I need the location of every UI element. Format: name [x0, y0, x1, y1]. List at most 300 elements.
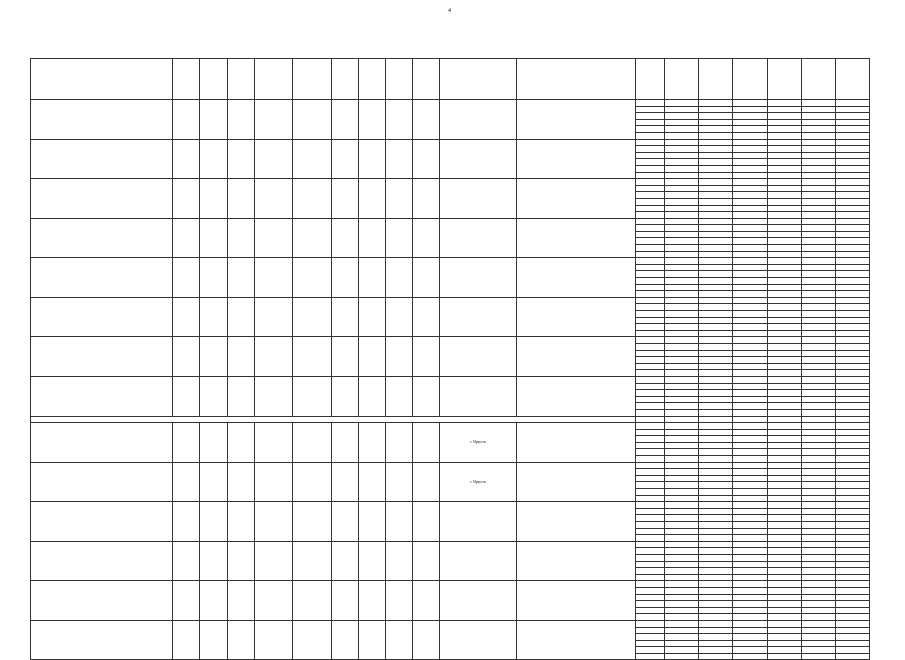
- customer-cell: [516, 297, 635, 337]
- funding-value-cell: [665, 383, 699, 390]
- page-number: 4: [448, 8, 451, 14]
- funding-value-cell: [835, 383, 869, 390]
- table-row: [31, 179, 870, 186]
- funding-value-cell: [801, 132, 835, 139]
- funding-value-cell: [733, 522, 767, 529]
- funding-value-cell: [767, 508, 801, 515]
- funding-source-cell: [635, 179, 664, 186]
- funding-value-cell: [767, 192, 801, 199]
- funding-source-cell: [635, 146, 664, 153]
- funding-source-cell: [635, 515, 664, 522]
- funding-value-cell: [665, 291, 699, 298]
- data-cell: [359, 581, 386, 621]
- funding-value-cell: [801, 436, 835, 443]
- data-cell: [359, 541, 386, 581]
- funding-value-cell: [699, 317, 733, 324]
- funding-value-cell: [733, 172, 767, 179]
- funding-value-cell: [733, 396, 767, 403]
- funding-value-cell: [665, 640, 699, 647]
- funding-value-cell: [665, 231, 699, 238]
- funding-value-cell: [699, 482, 733, 489]
- funding-value-cell: [767, 594, 801, 601]
- funding-value-cell: [767, 515, 801, 522]
- data-cell: [332, 541, 359, 581]
- funding-value-cell: [835, 634, 869, 641]
- funding-value-cell: [767, 383, 801, 390]
- column-header: [635, 59, 664, 100]
- data-cell: [413, 423, 440, 463]
- column-header: [386, 59, 413, 100]
- funding-source-cell: [635, 185, 664, 192]
- funding-value-cell: [835, 594, 869, 601]
- funding-value-cell: [835, 587, 869, 594]
- funding-value-cell: [767, 139, 801, 146]
- funding-value-cell: [733, 264, 767, 271]
- data-cell: [254, 297, 293, 337]
- funding-value-cell: [767, 304, 801, 311]
- data-cell: [200, 337, 227, 377]
- funding-value-cell: [665, 634, 699, 641]
- data-cell: [413, 139, 440, 179]
- funding-source-cell: [635, 429, 664, 436]
- funding-value-cell: [665, 205, 699, 212]
- funding-value-cell: [835, 409, 869, 416]
- funding-value-cell: [767, 495, 801, 502]
- data-cell: [359, 337, 386, 377]
- funding-source-cell: [635, 634, 664, 641]
- funding-value-cell: [767, 541, 801, 548]
- funding-value-cell: [767, 271, 801, 278]
- funding-value-cell: [767, 218, 801, 225]
- funding-value-cell: [665, 554, 699, 561]
- funding-value-cell: [665, 653, 699, 660]
- funding-value-cell: [665, 311, 699, 318]
- funding-value-cell: [767, 146, 801, 153]
- funding-source-cell: [635, 284, 664, 291]
- funding-value-cell: [733, 291, 767, 298]
- data-cell: [332, 297, 359, 337]
- funding-source-cell: [635, 475, 664, 482]
- funding-value-cell: [801, 311, 835, 318]
- object-name-cell: [31, 620, 173, 660]
- column-header: [516, 59, 635, 100]
- funding-value-cell: [801, 456, 835, 463]
- funding-value-cell: [767, 522, 801, 529]
- funding-value-cell: [767, 212, 801, 219]
- data-cell: [359, 376, 386, 416]
- funding-value-cell: [767, 297, 801, 304]
- funding-value-cell: [733, 165, 767, 172]
- funding-value-cell: [767, 132, 801, 139]
- funding-value-cell: [733, 311, 767, 318]
- data-cell: [332, 218, 359, 258]
- funding-value-cell: [733, 238, 767, 245]
- funding-value-cell: [835, 278, 869, 285]
- data-cell: [227, 100, 254, 140]
- data-cell: [293, 620, 332, 660]
- funding-value-cell: [767, 198, 801, 205]
- funding-value-cell: [835, 343, 869, 350]
- funding-value-cell: [801, 554, 835, 561]
- funding-value-cell: [665, 495, 699, 502]
- funding-value-cell: [665, 568, 699, 575]
- funding-value-cell: [801, 429, 835, 436]
- data-cell: [386, 462, 413, 502]
- funding-value-cell: [665, 278, 699, 285]
- funding-value-cell: [699, 225, 733, 232]
- data-cell: [200, 502, 227, 542]
- funding-value-cell: [801, 568, 835, 575]
- funding-value-cell: [665, 627, 699, 634]
- funding-value-cell: [699, 271, 733, 278]
- customer-cell: [516, 218, 635, 258]
- funding-value-cell: [801, 192, 835, 199]
- funding-value-cell: [733, 607, 767, 614]
- funding-value-cell: [801, 245, 835, 252]
- municipality-cell: [440, 337, 516, 377]
- funding-value-cell: [767, 640, 801, 647]
- funding-value-cell: [801, 324, 835, 331]
- funding-value-cell: [665, 475, 699, 482]
- funding-value-cell: [699, 251, 733, 258]
- funding-source-cell: [635, 132, 664, 139]
- funding-source-cell: [635, 528, 664, 535]
- funding-value-cell: [835, 370, 869, 377]
- funding-value-cell: [835, 515, 869, 522]
- funding-value-cell: [835, 297, 869, 304]
- funding-value-cell: [665, 152, 699, 159]
- funding-value-cell: [801, 403, 835, 410]
- object-name-cell: [31, 179, 173, 219]
- funding-value-cell: [699, 561, 733, 568]
- year-cell: [173, 541, 200, 581]
- data-cell: [386, 100, 413, 140]
- funding-value-cell: [665, 139, 699, 146]
- funding-value-cell: [767, 627, 801, 634]
- funding-value-cell: [801, 634, 835, 641]
- funding-value-cell: [665, 198, 699, 205]
- funding-value-cell: [835, 535, 869, 542]
- funding-value-cell: [733, 436, 767, 443]
- data-cell: [293, 297, 332, 337]
- funding-value-cell: [801, 271, 835, 278]
- funding-value-cell: [665, 324, 699, 331]
- funding-value-cell: [699, 324, 733, 331]
- funding-value-cell: [733, 390, 767, 397]
- funding-value-cell: [835, 337, 869, 344]
- funding-value-cell: [801, 522, 835, 529]
- funding-value-cell: [699, 627, 733, 634]
- funding-value-cell: [665, 350, 699, 357]
- funding-value-cell: [801, 647, 835, 654]
- funding-value-cell: [733, 205, 767, 212]
- funding-value-cell: [801, 442, 835, 449]
- municipality-cell: [440, 581, 516, 621]
- funding-value-cell: [699, 574, 733, 581]
- year-cell: [173, 337, 200, 377]
- funding-value-cell: [699, 554, 733, 561]
- funding-source-cell: [635, 297, 664, 304]
- funding-value-cell: [733, 574, 767, 581]
- funding-value-cell: [835, 284, 869, 291]
- municipality-cell: [440, 297, 516, 337]
- funding-source-cell: [635, 218, 664, 225]
- funding-value-cell: [733, 614, 767, 621]
- data-cell: [227, 620, 254, 660]
- funding-source-cell: [635, 152, 664, 159]
- funding-source-cell: [635, 508, 664, 515]
- funding-value-cell: [733, 330, 767, 337]
- funding-value-cell: [665, 126, 699, 133]
- funding-value-cell: [699, 245, 733, 252]
- funding-value-cell: [733, 620, 767, 627]
- funding-value-cell: [801, 390, 835, 397]
- data-cell: [332, 581, 359, 621]
- funding-value-cell: [767, 126, 801, 133]
- data-cell: [254, 218, 293, 258]
- funding-value-cell: [699, 449, 733, 456]
- funding-value-cell: [835, 205, 869, 212]
- funding-value-cell: [733, 469, 767, 476]
- funding-value-cell: [767, 376, 801, 383]
- register-table: [30, 58, 870, 660]
- funding-value-cell: [801, 172, 835, 179]
- funding-value-cell: [733, 179, 767, 186]
- data-cell: [227, 502, 254, 542]
- customer-cell: [516, 337, 635, 377]
- funding-value-cell: [801, 185, 835, 192]
- data-cell: [332, 502, 359, 542]
- funding-value-cell: [733, 383, 767, 390]
- funding-value-cell: [699, 620, 733, 627]
- funding-value-cell: [835, 324, 869, 331]
- data-cell: [227, 218, 254, 258]
- funding-value-cell: [767, 185, 801, 192]
- funding-value-cell: [699, 152, 733, 159]
- funding-value-cell: [767, 231, 801, 238]
- funding-value-cell: [767, 436, 801, 443]
- data-cell: [200, 423, 227, 463]
- funding-value-cell: [835, 304, 869, 311]
- funding-value-cell: [699, 653, 733, 660]
- funding-value-cell: [699, 304, 733, 311]
- customer-cell: [516, 139, 635, 179]
- funding-value-cell: [801, 601, 835, 608]
- funding-value-cell: [665, 251, 699, 258]
- funding-value-cell: [835, 357, 869, 364]
- funding-value-cell: [665, 442, 699, 449]
- funding-value-cell: [699, 581, 733, 588]
- funding-value-cell: [801, 330, 835, 337]
- funding-source-cell: [635, 423, 664, 430]
- funding-value-cell: [767, 535, 801, 542]
- column-header: [413, 59, 440, 100]
- municipality-cell: [440, 179, 516, 219]
- funding-value-cell: [665, 390, 699, 397]
- funding-source-cell: [635, 640, 664, 647]
- funding-source-cell: [635, 231, 664, 238]
- data-cell: [200, 620, 227, 660]
- data-cell: [332, 179, 359, 219]
- funding-value-cell: [767, 238, 801, 245]
- column-header: [359, 59, 386, 100]
- data-cell: [254, 541, 293, 581]
- data-cell: [413, 100, 440, 140]
- funding-value-cell: [801, 475, 835, 482]
- funding-value-cell: [835, 449, 869, 456]
- funding-value-cell: [699, 462, 733, 469]
- funding-value-cell: [835, 291, 869, 298]
- data-cell: [200, 462, 227, 502]
- year-cell: [173, 376, 200, 416]
- table-body: [31, 100, 870, 660]
- data-cell: [359, 258, 386, 298]
- data-cell: [254, 258, 293, 298]
- column-header: [440, 59, 516, 100]
- funding-value-cell: [733, 337, 767, 344]
- funding-source-cell: [635, 449, 664, 456]
- funding-value-cell: [665, 403, 699, 410]
- funding-value-cell: [767, 264, 801, 271]
- funding-value-cell: [835, 330, 869, 337]
- funding-value-cell: [835, 350, 869, 357]
- funding-value-cell: [699, 607, 733, 614]
- funding-value-cell: [767, 607, 801, 614]
- funding-value-cell: [767, 403, 801, 410]
- funding-value-cell: [801, 205, 835, 212]
- funding-value-cell: [733, 594, 767, 601]
- funding-value-cell: [665, 396, 699, 403]
- funding-value-cell: [665, 363, 699, 370]
- funding-value-cell: [733, 409, 767, 416]
- funding-value-cell: [665, 522, 699, 529]
- funding-value-cell: [733, 106, 767, 113]
- data-cell: [227, 179, 254, 219]
- table-row: [31, 376, 870, 383]
- funding-value-cell: [733, 370, 767, 377]
- funding-value-cell: [801, 231, 835, 238]
- data-cell: [227, 581, 254, 621]
- funding-source-cell: [635, 172, 664, 179]
- funding-value-cell: [665, 132, 699, 139]
- customer-cell: [516, 179, 635, 219]
- funding-value-cell: [801, 495, 835, 502]
- funding-value-cell: [699, 396, 733, 403]
- funding-value-cell: [835, 271, 869, 278]
- funding-value-cell: [699, 297, 733, 304]
- data-cell: [227, 541, 254, 581]
- funding-source-cell: [635, 495, 664, 502]
- funding-value-cell: [699, 278, 733, 285]
- funding-value-cell: [699, 475, 733, 482]
- funding-value-cell: [665, 317, 699, 324]
- data-cell: [293, 139, 332, 179]
- funding-value-cell: [733, 568, 767, 575]
- data-cell: [200, 258, 227, 298]
- funding-value-cell: [699, 469, 733, 476]
- funding-value-cell: [767, 548, 801, 555]
- funding-value-cell: [733, 634, 767, 641]
- funding-value-cell: [835, 442, 869, 449]
- funding-value-cell: [665, 113, 699, 120]
- funding-value-cell: [665, 409, 699, 416]
- funding-source-cell: [635, 100, 664, 107]
- data-cell: [413, 258, 440, 298]
- funding-value-cell: [699, 541, 733, 548]
- column-header: [254, 59, 293, 100]
- funding-value-cell: [801, 146, 835, 153]
- funding-value-cell: [801, 165, 835, 172]
- data-cell: [293, 218, 332, 258]
- funding-value-cell: [699, 258, 733, 265]
- funding-value-cell: [767, 587, 801, 594]
- funding-value-cell: [665, 337, 699, 344]
- funding-source-cell: [635, 192, 664, 199]
- municipality-cell: [440, 502, 516, 542]
- funding-source-cell: [635, 225, 664, 232]
- data-cell: [359, 100, 386, 140]
- funding-value-cell: [801, 139, 835, 146]
- funding-source-cell: [635, 548, 664, 555]
- funding-value-cell: [699, 337, 733, 344]
- funding-value-cell: [801, 469, 835, 476]
- data-cell: [293, 462, 332, 502]
- data-cell: [386, 423, 413, 463]
- funding-source-cell: [635, 205, 664, 212]
- data-cell: [413, 376, 440, 416]
- customer-cell: [516, 100, 635, 140]
- funding-value-cell: [767, 653, 801, 660]
- funding-value-cell: [665, 601, 699, 608]
- funding-source-cell: [635, 587, 664, 594]
- funding-value-cell: [665, 561, 699, 568]
- data-cell: [359, 179, 386, 219]
- object-name-cell: [31, 218, 173, 258]
- funding-source-cell: [635, 139, 664, 146]
- municipality-cell: [440, 258, 516, 298]
- funding-value-cell: [733, 489, 767, 496]
- funding-value-cell: [801, 653, 835, 660]
- funding-source-cell: [635, 653, 664, 660]
- funding-value-cell: [699, 522, 733, 529]
- funding-value-cell: [801, 535, 835, 542]
- funding-value-cell: [835, 495, 869, 502]
- funding-value-cell: [665, 179, 699, 186]
- funding-value-cell: [733, 376, 767, 383]
- funding-value-cell: [699, 416, 733, 423]
- data-cell: [359, 423, 386, 463]
- funding-value-cell: [733, 475, 767, 482]
- funding-value-cell: [767, 475, 801, 482]
- funding-source-cell: [635, 126, 664, 133]
- funding-value-cell: [665, 245, 699, 252]
- funding-value-cell: [665, 370, 699, 377]
- data-cell: [332, 139, 359, 179]
- customer-cell: [516, 423, 635, 463]
- funding-value-cell: [733, 541, 767, 548]
- section-row: [31, 416, 870, 423]
- funding-value-cell: [665, 456, 699, 463]
- funding-value-cell: [801, 370, 835, 377]
- data-cell: [359, 218, 386, 258]
- funding-source-cell: [635, 535, 664, 542]
- funding-value-cell: [733, 278, 767, 285]
- funding-source-cell: [635, 627, 664, 634]
- funding-value-cell: [665, 607, 699, 614]
- data-cell: [254, 376, 293, 416]
- funding-value-cell: [699, 647, 733, 654]
- funding-value-cell: [801, 212, 835, 219]
